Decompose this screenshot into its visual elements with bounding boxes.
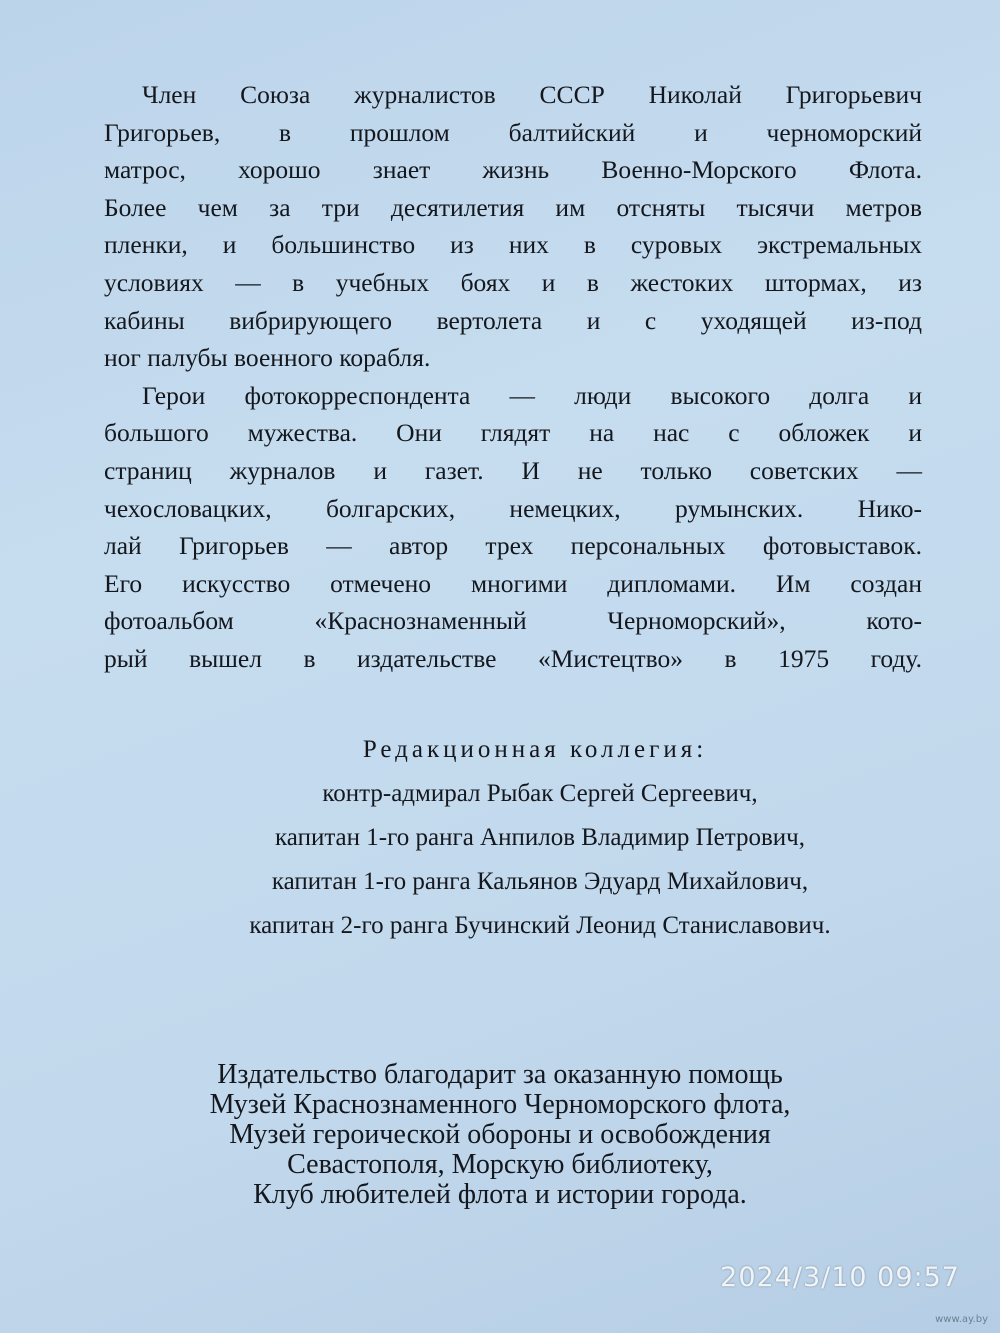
text-line: лай Григорьев — автор трех персональных фотовыставок. <box>104 531 922 561</box>
text-line: Член Союза журналистов СССР Николай Григорьевич <box>142 80 922 109</box>
board-member: капитан 1-го ранга Анпилов Владимир Петрович, <box>275 824 805 851</box>
acknowledgement-line: Севастополя, Морскую библиотеку, <box>287 1149 713 1180</box>
text-line: фотоальбом «Краснознаменный Черноморский», кото- <box>104 606 922 636</box>
text-line: кабины вибрирующего вертолета и с уходящей из-под <box>104 305 922 335</box>
text-line: условиях — в учебных боях и в жестоких штормах, из <box>104 267 922 297</box>
text-line: Григорьев, в прошлом балтийский и черноморский <box>104 117 922 147</box>
text-line: страниц журналов и газет. И не только советских — <box>104 455 922 485</box>
text-line: пленки, и большинство из них в суровых экстремальных <box>104 230 922 260</box>
text-line: ног палубы военного корабля. <box>104 343 431 373</box>
text-line: Герои фотокорреспондента — люди высокого долга и <box>142 380 922 410</box>
text-line: матрос, хорошо знает жизнь Военно-Морского Флота. <box>104 155 922 185</box>
acknowledgement-line: Музей Краснознаменного Черноморского флота, <box>209 1089 791 1120</box>
text-line: чехословацких, болгарских, немецких, румынских. Нико- <box>104 493 922 523</box>
text-line: рый вышел в издательстве «Мистецтво» в 1975 году. <box>104 643 922 673</box>
acknowledgement-line: Издательство благодарит за оказанную помощь <box>217 1059 783 1090</box>
bio-paragraph-2 <box>104 377 922 678</box>
author-biography <box>104 76 922 678</box>
acknowledgement-line: Клуб любителей флота и истории города. <box>253 1179 747 1210</box>
editorial-board <box>100 728 980 948</box>
text-line: Более чем за три десятилетия им отсняты тысячи метров <box>104 192 922 222</box>
photo-timestamp: 2024/3/10 09:57 <box>720 1262 960 1293</box>
text-line: Его искусство отмечено многими дипломами. Им создан <box>104 568 922 598</box>
acknowledgement-line: Музей героической обороны и освобождения <box>229 1119 771 1150</box>
editorial-board-heading: Редакционная коллегия: <box>362 736 708 763</box>
bio-paragraph-1 <box>104 76 922 377</box>
text-line: большого мужества. Они глядят на нас с обложек и <box>104 418 922 448</box>
site-watermark: www.ay.by <box>935 1314 988 1325</box>
publisher-acknowledgement <box>100 1060 900 1210</box>
board-member: капитан 1-го ранга Кальянов Эдуард Михайлович, <box>271 868 809 895</box>
board-member: контр-адмирал Рыбак Сергей Сергеевич, <box>322 780 758 807</box>
board-member: капитан 2-го ранга Бучинский Леонид Станиславович. <box>249 912 831 939</box>
